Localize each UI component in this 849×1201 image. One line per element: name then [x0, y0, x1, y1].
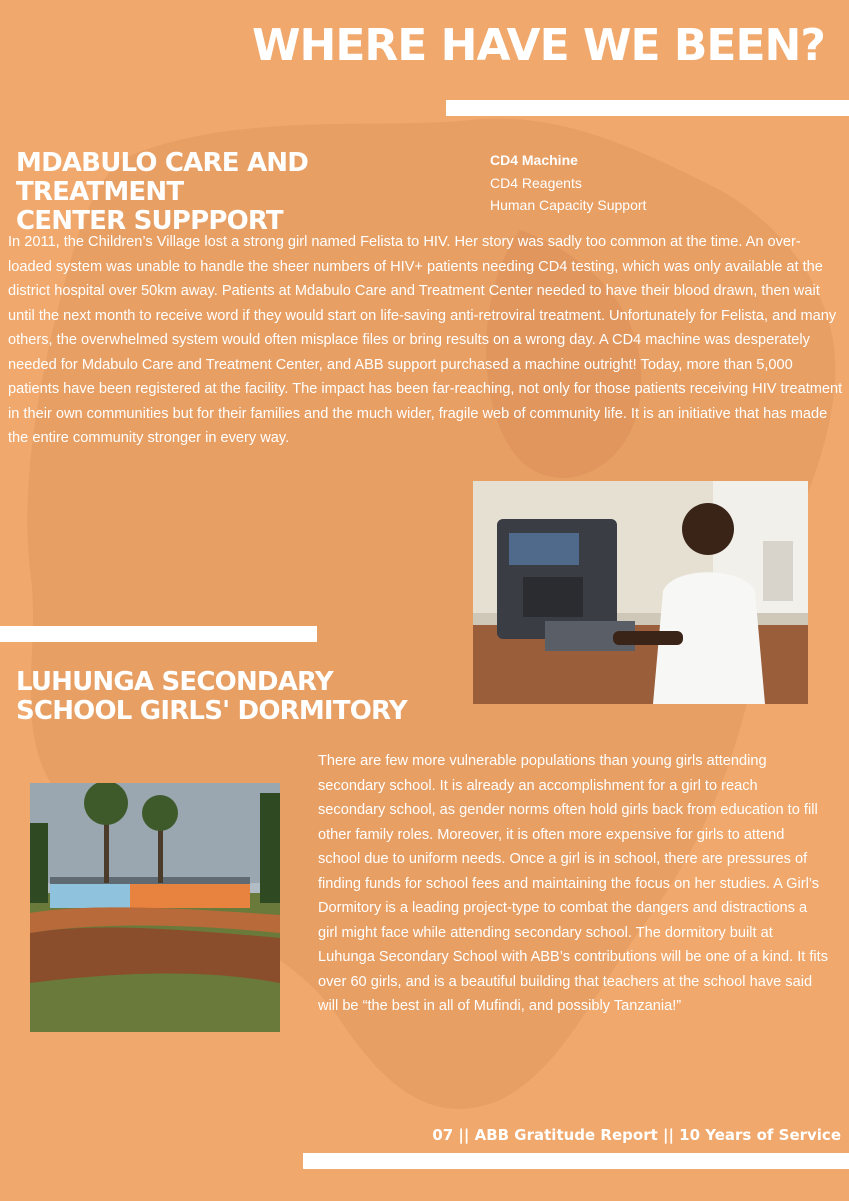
- divider-middle: [0, 626, 317, 642]
- lab-photo: [473, 481, 808, 704]
- divider-bottom: [303, 1153, 849, 1169]
- school-photo: [30, 783, 280, 1032]
- support-item-cd4-reagents: CD4 Reagents: [490, 174, 582, 191]
- divider-top: [446, 100, 849, 116]
- section-body-luhunga: There are few more vulnerable populations than young girls attending secondary school. It is already an accomplishment for a girl to reach secondary school, as gender norms often hold girls back from education to fill other family roles. Moreover, it is often more expensive for girls to attend school due to uniform needs. Once a girl is in school, there are pressures of finding funds for school fees and maintaining the focus on her studies. A Girl’s Dormitory is a leading project-type to combat the dangers and distractions a girl might face while attending secondary school. The dormitory built at Luhunga Secondary School with ABB’s contributions will be one of a kind. It fits over 60 girls, and is a beautiful building that teachers at the school have said will be “the best in all of Mufindi, and possibly Tanzania!”: [318, 753, 829, 1014]
- support-item-cd4-machine: CD4 Machine: [490, 152, 578, 168]
- section-body-mdabulo: In 2011, the Children’s Village lost a strong girl named Felista to HIV. Her story was sadly too common at the time. An over-loaded system was unable to handle the sheer numbers of HIV+ patients needing CD4 testing, which was only available at the district hospital over 50km away. Patients at Mdabulo Care and Treatment Center needed to have their blood drawn, then wait until the next month to receive word if they would start on life-saving anti-retroviral treatment. Unfortunately for Felista, and many others, the overwhelmed system would often misplace files or bring results on a wrong day. A CD4 machine was desperately needed for Mdabulo Care and Treatment Center, and ABB support purchased a machine outright! Today, more than 5,000 patients have been registered at the facility. The impact has been far-reaching, not only for those patients receiving HIV treatment in their own communities but for their families and the much wider, fragile web of community life. It is an initiative that has made the entire community stronger in every way.: [8, 234, 843, 446]
- section-heading-luhunga: LUHUNGA SECONDARY SCHOOL GIRLS' DORMITORY: [16, 667, 407, 726]
- section-heading-mdabulo: MDABULO CARE AND TREATMENT CENTER SUPPPORT: [16, 148, 309, 236]
- page-footer: 07 || ABB Gratitude Report || 10 Years of Service: [432, 1126, 841, 1144]
- support-list: [490, 149, 646, 217]
- page-title: WHERE HAVE WE BEEN?: [252, 20, 825, 71]
- support-item-human-capacity: Human Capacity Support: [490, 197, 647, 213]
